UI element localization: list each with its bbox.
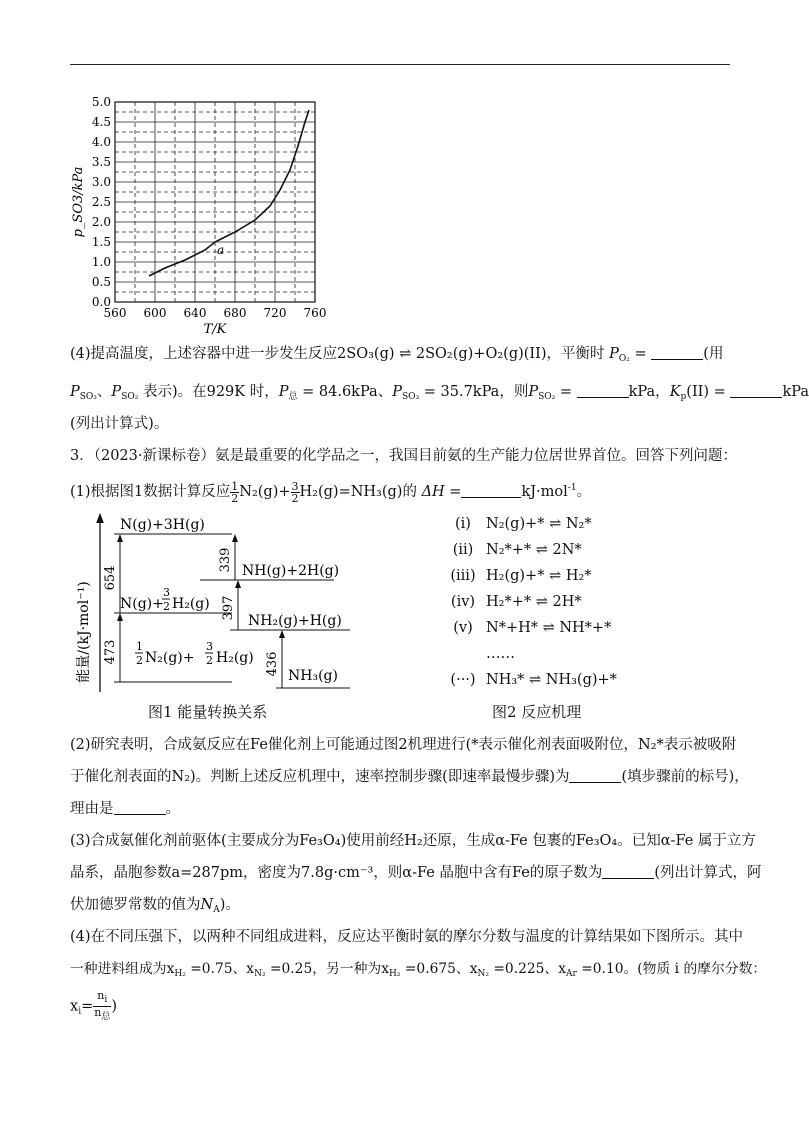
mechanism-step	[440, 568, 592, 584]
step-equation: ……	[486, 646, 515, 662]
svg-text:2: 2	[136, 654, 143, 667]
step-number: (v)	[453, 620, 473, 636]
answer-blank	[730, 384, 782, 398]
level-nh-2h-label: NH(g)+2H(g)	[242, 563, 340, 579]
fig2-caption: 图2 反应机理	[492, 703, 582, 721]
svg-text:397: 397	[221, 595, 236, 621]
x-tick-label: 560	[103, 306, 127, 320]
y-tick-label: 2.5	[91, 195, 111, 209]
q3b-line3: 伏加德罗常数的值为$N_A$)。	[70, 897, 240, 915]
mechanism-step	[440, 620, 611, 636]
level-nh2-h-label: NH₂(g)+H(g)	[248, 613, 342, 629]
step-equation: N₂(g)+* ⇌ N₂*	[486, 516, 592, 532]
svg-text:473: 473	[103, 639, 118, 665]
step-number: (ii)	[452, 542, 474, 558]
step-number: (i)	[455, 516, 471, 532]
level-n-3h-label: N(g)+3H(g)	[120, 517, 205, 533]
y-tick-label: 2.0	[91, 215, 111, 229]
point-label: a	[217, 243, 225, 257]
svg-text:3: 3	[163, 586, 170, 599]
q4b-line1: (4)在不同压强下，以两种不同组成进料，反应达平衡时氨的摩尔分数与温度的计算结果如下图所示。其中	[70, 929, 744, 945]
x-tick-label: 760	[303, 306, 327, 320]
q4a-line2: $P_{SO_3}$、$P_{SO_2}$ 表示)。在929K 时，$P_总 = 84.6kPa$、$P_{SO_3} = 35.7kPa$，则$P_{SO_2}$ = kPa，$K_p(II)$ = kPa	[70, 384, 809, 402]
svg-text:654: 654	[103, 565, 118, 591]
step-equation: H₂(g)+* ⇌ H₂*	[486, 568, 592, 584]
svg-text:1: 1	[136, 640, 143, 653]
q2-line1: (2)研究表明，合成氨反应在Fe催化剂上可能通过图2机理进行(*表示催化剂表面吸附位，N₂*表示被吸附	[70, 737, 737, 753]
y-tick-label: 1.0	[91, 255, 111, 269]
svg-text:436: 436	[265, 651, 280, 677]
y-tick-label: 3.0	[91, 175, 111, 189]
svg-text:339: 339	[218, 547, 233, 573]
y-tick-label: 0.0	[91, 295, 111, 309]
y-tick-label: 5.0	[91, 95, 111, 109]
q4a-line1: (4)提高温度，上述容器中进一步发生反应2SO₃(g) ⇌ 2SO₂(g)+O₂(g)(II)，平衡时 $P_{O_2}$ = (用	[70, 346, 724, 364]
x-axis-label: T/K	[203, 322, 227, 337]
q3b-line1: (3)合成氨催化剂前驱体(主要成分为Fe₃O₄)使用前经H₂还原，生成α-Fe 包裹的Fe₃O₄。已知α-Fe 属于立方	[70, 833, 756, 849]
level-n2-h2-label: N₂(g)+	[145, 650, 195, 666]
answer-blank	[602, 865, 654, 879]
x-tick-label: 640	[183, 306, 207, 320]
step-number: (···)	[450, 672, 476, 688]
q4b-line3: $x_i=$ $\frac{n_i}{n_总}$ )	[70, 989, 118, 1022]
q3-line1: 3．（2023·新课标卷）氨是最重要的化学品之一，我国目前氨的生产能力位居世界首位。回答下列问题：	[70, 448, 737, 464]
q2-line2: 于催化剂表面的N₂)。判断上述反应机理中，速率控制步骤(即速率最慢步骤)为 (填步骤前的标号)，	[70, 769, 749, 785]
y-axis-label: p_SO3/kPa	[71, 166, 86, 238]
vapor-pressure-chart	[70, 92, 330, 337]
y-tick-label: 4.5	[91, 115, 111, 129]
x-tick-label: 600	[143, 306, 167, 320]
step-equation: N*+H* ⇌ NH*+*	[486, 620, 612, 636]
svg-text:H₂(g): H₂(g)	[216, 650, 254, 666]
level-nh3-label: NH₃(g)	[288, 668, 338, 684]
q2-line3: 理由是 。	[70, 801, 180, 817]
svg-text:2: 2	[163, 600, 170, 613]
x-tick-label: 680	[223, 306, 247, 320]
mechanism-step	[440, 594, 582, 610]
step-equation: H₂*+* ⇌ 2H*	[486, 594, 582, 610]
header-rule	[70, 64, 730, 65]
svg-text:2: 2	[206, 654, 213, 667]
q3-line2: (1)根据图1数据计算反应 $\frac{1}{2}$ N₂(g)+ $\frac{3}{2}$ H₂(g)=NH₃(g)的 ΔH = kJ·mol$^{-1}$。	[70, 479, 592, 505]
answer-blank	[577, 384, 629, 398]
y-tick-label: 0.5	[91, 275, 111, 289]
answer-blank	[569, 769, 621, 783]
x-tick-label: 720	[263, 306, 287, 320]
answer-blank	[461, 484, 521, 498]
svg-text:H₂(g): H₂(g)	[172, 596, 210, 612]
q3b-line2: 晶系，晶胞参数a=287pm，密度为7.8g·cm⁻³，则α-Fe 晶胞中含有Fe的原子数为 (列出计算式，阿	[70, 865, 762, 881]
y-tick-label: 1.5	[91, 235, 111, 249]
mechanism-step	[440, 672, 617, 688]
q4a-line3: (列出计算式)。	[70, 416, 169, 432]
energy-diagram	[70, 512, 390, 727]
mechanism-step	[440, 646, 515, 662]
step-equation: N₂*+* ⇌ 2N*	[486, 542, 582, 558]
answer-blank	[651, 346, 703, 360]
fig1-caption: 图1 能量转换关系	[148, 703, 268, 721]
answer-blank	[114, 801, 166, 815]
mechanism-step	[440, 516, 592, 532]
step-number: (iii)	[450, 568, 476, 584]
step-equation: NH₃* ⇌ NH₃(g)+*	[486, 672, 617, 688]
y-tick-label: 4.0	[91, 135, 111, 149]
svg-text:3: 3	[206, 640, 213, 653]
y-tick-label: 3.5	[91, 155, 111, 169]
series-line	[149, 110, 309, 276]
mechanism-step	[440, 542, 582, 558]
q4b-line2: 一种进料组成为$x_{H_2} =0.75$、$x_{N_2} =0.25$，另一种为$x_{H_2} =0.675$、$x_{N_2} =0.225$、$x_{Ar} =0.10$。(物质 i 的摩尔分数：	[70, 961, 767, 979]
step-number: (iv)	[450, 594, 476, 610]
level-n-h2-label: N(g)+	[120, 596, 164, 612]
energy-axis-label: 能量/(kJ·mol⁻¹)	[76, 581, 92, 683]
